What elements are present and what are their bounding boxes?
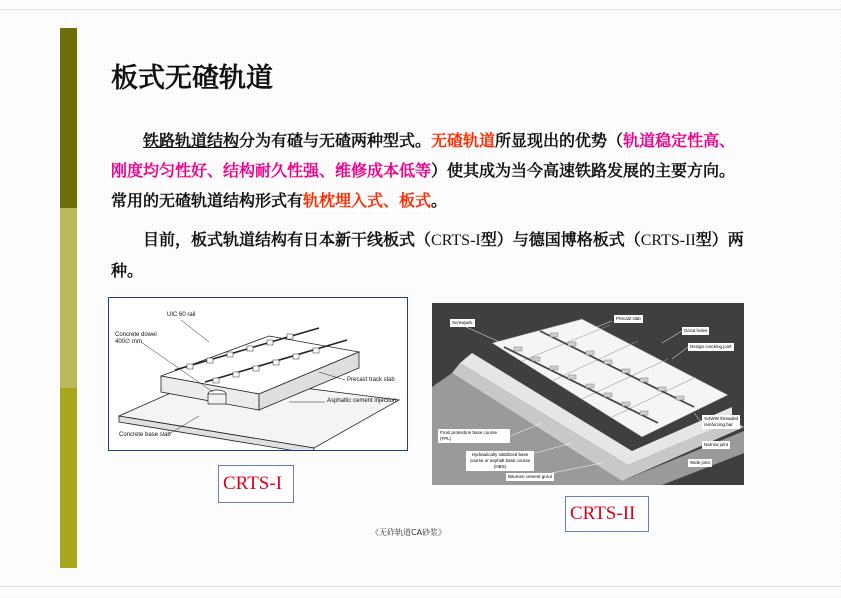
- bottom-divider: [0, 586, 841, 587]
- label-crack-joint: Design cracking joint: [690, 344, 732, 349]
- label-precast-slab-2: Precast slab: [616, 316, 641, 321]
- label-base-slab: Concrete base slab: [119, 432, 171, 438]
- crts-2-diagram: [432, 303, 744, 485]
- advantages-list: 轨道稳定性高、刚度均匀性好、结构耐久性强、维修成本低等: [111, 131, 736, 180]
- slide-title: 板式无碴轨道: [111, 63, 273, 94]
- label-rebar: %4WW threaded reinforcing bar: [704, 416, 739, 427]
- accent-bar-bottom: [60, 388, 77, 568]
- structure-types: 轨枕埋入式、板式: [303, 191, 432, 210]
- term-crts-1: CRTS-I: [431, 232, 481, 249]
- label-asphalt: Asphaltic cement injection: [327, 398, 397, 404]
- footer-source: 《无砟轨道CA砂浆》: [371, 528, 447, 537]
- label-dowel: Concrete dowel 400∅ mm: [115, 332, 157, 345]
- label-fpl: Frost protection base course (FPL): [438, 429, 510, 443]
- accent-bar-middle: [60, 208, 77, 388]
- label-bitumen: Bitumen cement grout: [508, 474, 553, 479]
- text-segment: 型）与德国博格板式（: [480, 230, 641, 249]
- paragraph-2: [111, 225, 751, 286]
- term-crts-2: CRTS-II: [640, 232, 696, 249]
- crts-1-drawing: [109, 298, 407, 450]
- accent-bar-top: [60, 28, 77, 208]
- label-rail: UIC 60 rail: [167, 312, 196, 318]
- label-screwjack: Screwjack: [452, 320, 473, 325]
- crts-1-diagram: [108, 297, 408, 451]
- label-narrow-joint: Narrow joint: [704, 442, 729, 447]
- text-segment: 所显现出的优势（: [495, 131, 624, 150]
- term-track-structure: 铁路轨道结构: [143, 131, 240, 150]
- text-segment: 目前，板式轨道结构有日本新干线板式（: [143, 230, 432, 249]
- term-ballastless: 无碴轨道: [431, 131, 496, 150]
- label-hbs: Hydraulically stabilized base course or asphalt base course (HBS): [466, 451, 534, 471]
- caption-crts-1: CRTS-I: [218, 465, 294, 503]
- label-grout-holes: Grout holes: [684, 328, 708, 333]
- label-wide-joint: Wide joint: [690, 460, 710, 465]
- text-segment: ）使其成为当今高速铁路发展的主要方向。常用的无碴轨道结构形式有: [111, 161, 736, 210]
- top-divider: [0, 9, 841, 10]
- text-segment: 。: [431, 191, 448, 210]
- text-segment: 型）两种。: [111, 230, 744, 280]
- label-precast-slab: Precast track slab: [347, 377, 395, 383]
- caption-crts-2: CRTS-II: [565, 496, 649, 532]
- text-segment: 分为有碴与无碴两种型式。: [239, 131, 432, 150]
- paragraph-1: [111, 126, 751, 216]
